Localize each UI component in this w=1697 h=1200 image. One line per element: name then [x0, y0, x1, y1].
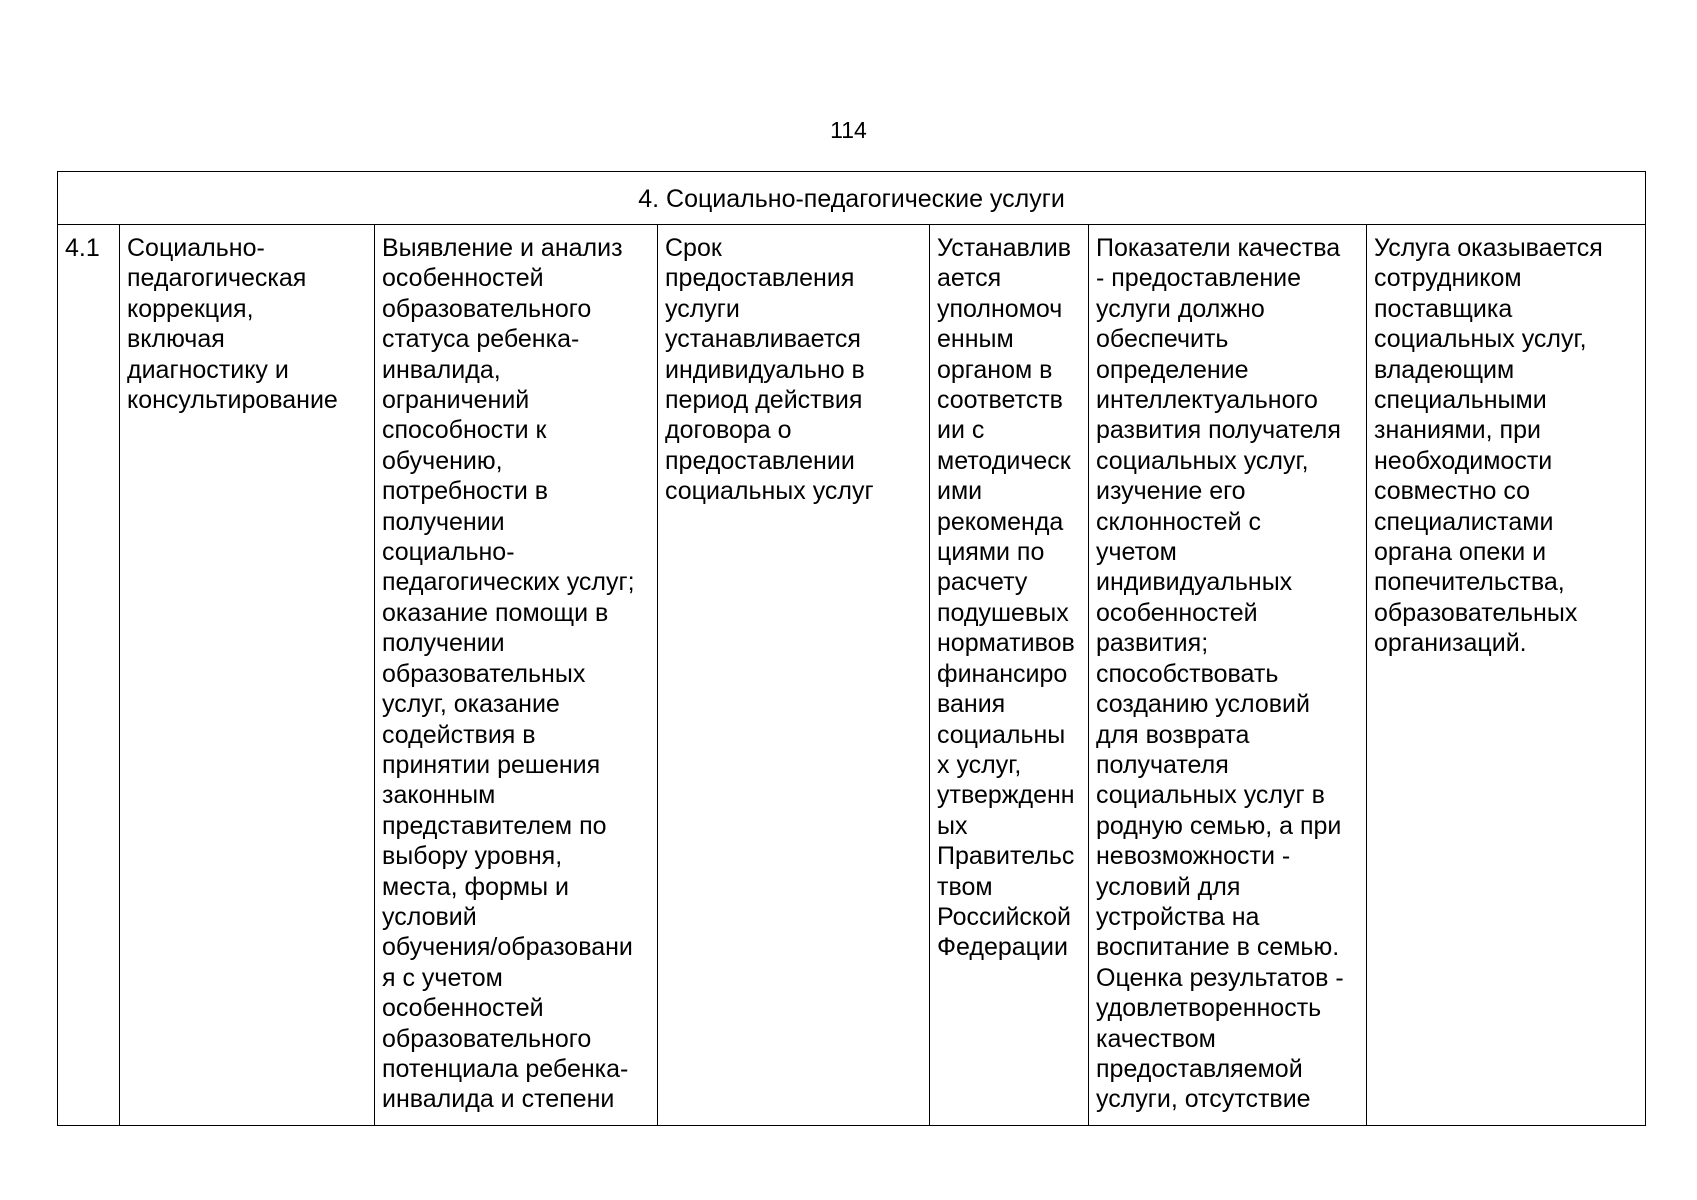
service-description: Выявление и анализ особенностей образовательного статуса ребенка- инвалида, ограничений способности к обучению, потребности в получении социально- педагогических услуг; оказание помощи в получении образовательных услуг, оказание содействия в принятии решения законным представителем по выбору уровня, места, формы и условий обучения/образовани я с учетом особенностей образовательного потенциала ребенка- инвалида и степени: [382, 234, 635, 1114]
row-number: 4.1: [65, 234, 100, 262]
page-number: 114: [830, 117, 867, 143]
services-table: [57, 171, 1646, 1126]
cell-service-term: [658, 225, 930, 1126]
cell-service-description: [375, 225, 658, 1126]
cell-service-quality: [1089, 225, 1367, 1126]
service-quality: Показатели качества - предоставление услуги должно обеспечить определение интеллектуального развития получателя социальных услуг, изучение его склонностей с учетом индивидуальных особенностей развития; способствовать созданию условий для возврата получателя социальных услуг в родную семью, а при невозможности - условий для устройства на воспитание в семью. Оценка результатов - удовлетворенность качеством предоставляемой услуги, отсутствие: [1096, 234, 1344, 1114]
section-header-row: [58, 172, 1646, 225]
service-name: Социально- педагогическая коррекция, включая диагностику и консультирование: [127, 234, 338, 415]
cell-number: [58, 225, 120, 1126]
service-term: Срок предоставления услуги устанавливается индивидуально в период действия договора о предоставлении социальных услуг: [665, 234, 874, 506]
service-tariff: Устанавлив ается уполномоч енным органом в соответств ии с методическ ими рекоменда циями по расчету подушевых нормативов финансиро вания социальны х услуг, утвержденн ых Правительс твом Российской Федерации: [937, 234, 1075, 962]
cell-service-conditions: [1367, 225, 1646, 1126]
service-conditions: Услуга оказывается сотрудником поставщика социальных услуг, владеющим специальными знаниями, при необходимости совместно со специалистами органа опеки и попечительства, образовательных организаций.: [1374, 234, 1603, 658]
cell-service-name: [120, 225, 375, 1126]
section-header-cell: [58, 172, 1646, 225]
cell-service-tariff: [930, 225, 1089, 1126]
section-title: 4. Социально-педагогические услуги: [638, 184, 1065, 213]
table-row: [58, 225, 1646, 1126]
